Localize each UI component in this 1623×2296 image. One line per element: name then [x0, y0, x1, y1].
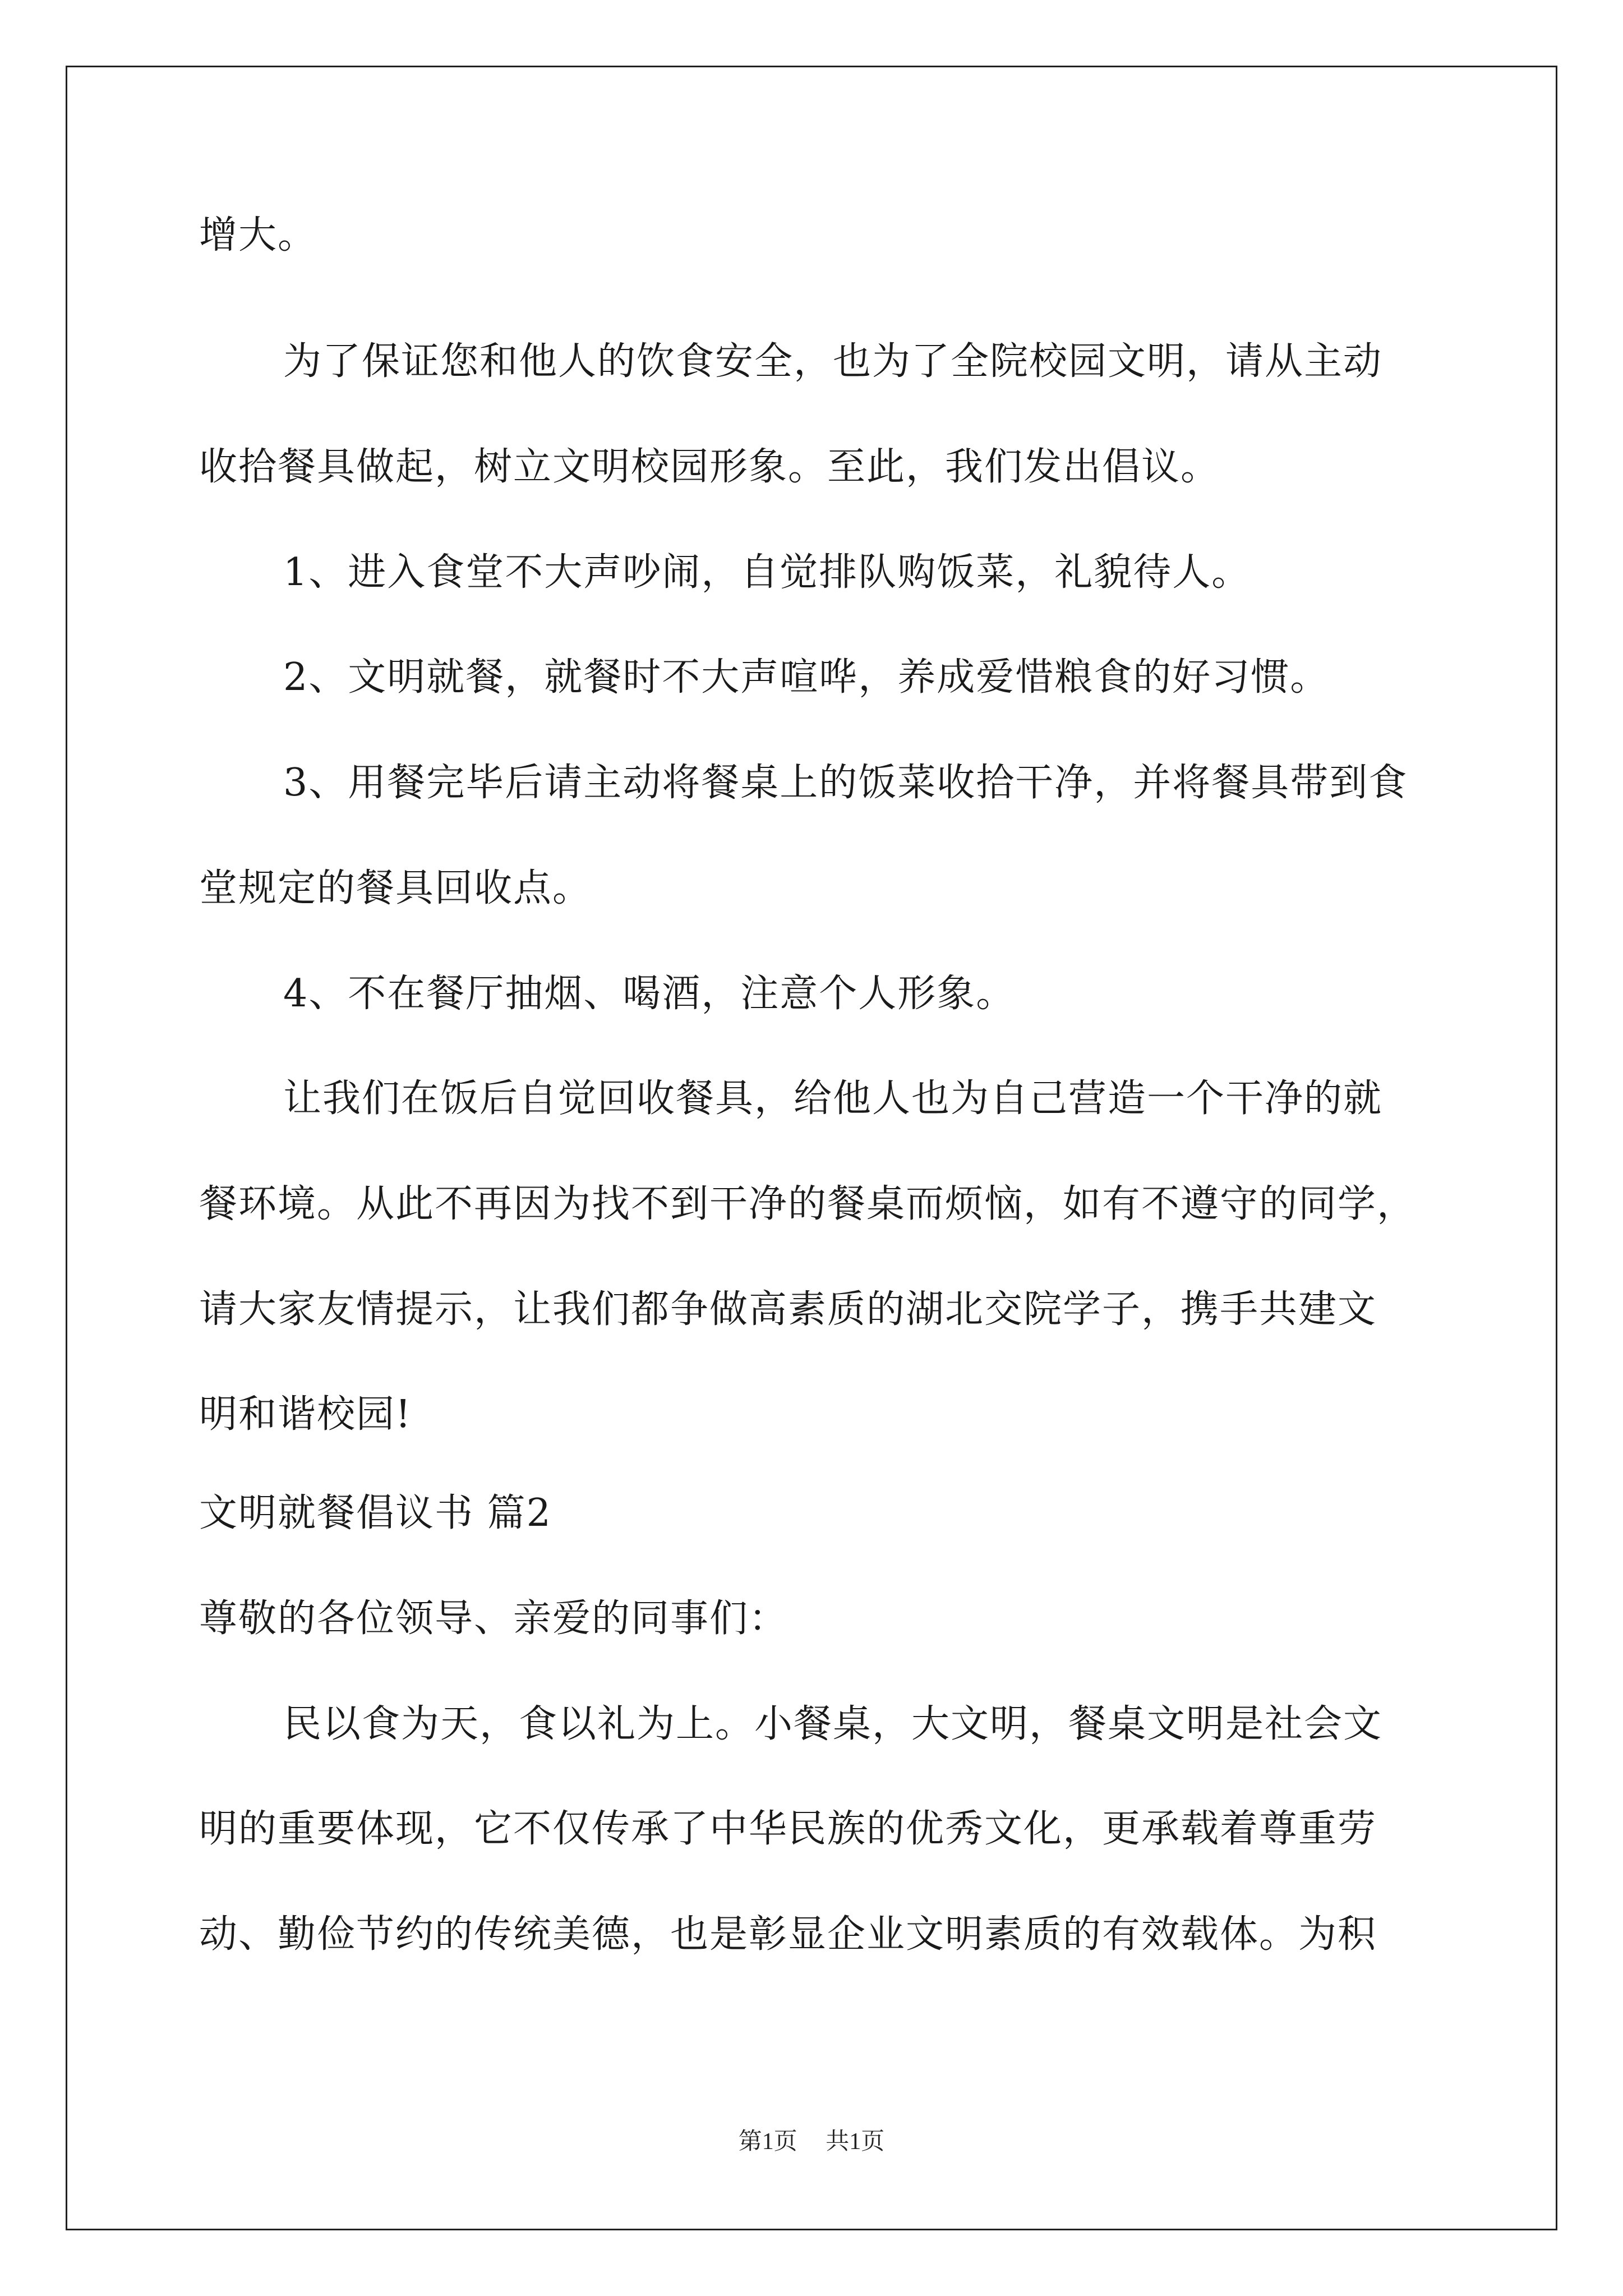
text-line: 增大。	[199, 213, 317, 257]
list-item-1: 1、进入食堂不大声吵闹，自觉排队购饭菜，礼貌待人。	[283, 550, 1251, 595]
salutation: 尊敬的各位领导、亲爱的同事们：	[199, 1596, 789, 1641]
paragraph-line: 民以食为天，食以礼为上。小餐桌，大文明，餐桌文明是社会文	[283, 1702, 1383, 1746]
list-item-2: 2、文明就餐，就餐时不大声喧哗，养成爱惜粮食的好习惯。	[283, 655, 1330, 700]
text-line: 动、勤俭节约的传统美德，也是彰显企业文明素质的有效载体。为积	[199, 1912, 1377, 1957]
page-count: 共1页	[826, 2129, 885, 2155]
text-line: 明和谐校园!	[199, 1392, 412, 1437]
text-line: 堂规定的餐具回收点。	[199, 866, 592, 910]
text-line: 餐环境。从此不再因为找不到干净的餐桌而烦恼，如有不遵守的同学，	[199, 1182, 1417, 1226]
paragraph-line: 为了保证您和他人的饮食安全，也为了全院校园文明，请从主动	[283, 339, 1383, 384]
text-line: 明的重要体现，它不仅传承了中华民族的优秀文化，更承载着尊重劳	[199, 1807, 1377, 1851]
paragraph-line: 让我们在饭后自觉回收餐具，给他人也为自己营造一个干净的就	[283, 1076, 1383, 1121]
page-number: 第1页	[738, 2129, 797, 2155]
text-line: 收拾餐具做起，树立文明校园形象。至此，我们发出倡议。	[199, 445, 1220, 489]
list-item-3: 3、用餐完毕后请主动将餐桌上的饭菜收拾干净，并将餐具带到食	[283, 761, 1408, 805]
text-line: 请大家友情提示，让我们都争做高素质的湖北交院学子，携手共建文	[199, 1287, 1377, 1332]
page-footer	[0, 2125, 1623, 2159]
section-heading: 文明就餐倡议书 篇2	[199, 1491, 552, 1535]
page-border	[66, 66, 1557, 2230]
list-item-4: 4、不在餐厅抽烟、喝酒，注意个人形象。	[283, 972, 1016, 1016]
